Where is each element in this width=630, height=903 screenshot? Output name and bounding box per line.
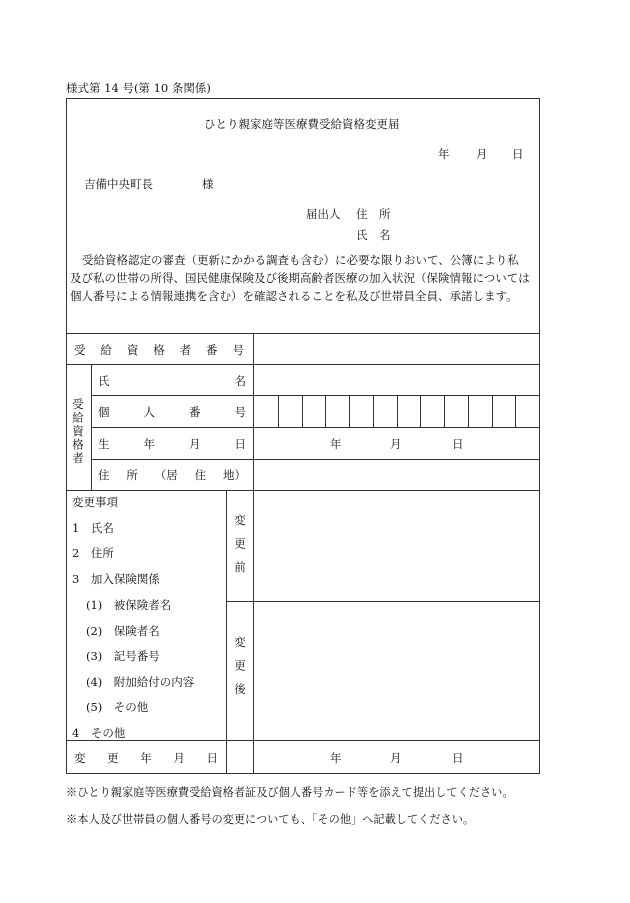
changes-heading: 変更事項 [72,495,118,509]
personal-number-digit-box[interactable] [278,396,302,427]
personal-number-digit-box[interactable] [373,396,397,427]
change-item: (3) 記号番号 [86,649,160,663]
personal-number-label: 個 人 番 号 [98,405,246,419]
birth-year: 年 [330,437,342,451]
cert-number-field[interactable] [254,334,539,364]
note: ※ひとり親家庭等医療費受給資格者証及び個人番号カード等を添えて提出してください。 [66,786,514,799]
frame-right [539,98,540,774]
residence-label: 住 所 （居 住 地） [98,468,246,482]
addressee-honorific: 様 [202,177,214,191]
personal-number-digit-box[interactable] [420,396,444,427]
date-month: 月 [476,147,488,161]
frame-left [66,98,67,774]
change-item: 4 その他 [72,726,126,740]
change-day: 日 [452,751,464,765]
birth-day: 日 [452,437,464,451]
form-title: ひとり親家庭等医療費受給資格変更届 [204,117,400,131]
personal-number-digit-box[interactable] [302,396,326,427]
frame-bottom [66,773,540,774]
personal-number-digit-box[interactable] [254,396,278,427]
birthdate-label: 生 年 月 日 [98,437,246,451]
addressee-name: 吉備中央町長 [84,177,153,191]
birth-month: 月 [390,437,402,451]
change-year: 年 [330,751,342,765]
change-item: (2) 保険者名 [86,624,160,638]
applicant-address-label: 住 所 [356,207,391,221]
change-item: (4) 附加給付の内容 [86,675,195,689]
change-item: 3 加入保険関係 [72,572,160,586]
recipient-group-label: 受給資格者 [71,398,85,466]
consent-text: 受給資格認定の審査（更新にかかる調査も含む）に必要な限りおいて、公簿により私及び私の世帯の所得、国民健康保険及び後期高齢者医療の加入状況（保険情報については個人番号による情報連携を含む）を確認されることを私及び世帯員全員、承諾します。 [70,253,530,303]
change-item: (5) その他 [86,700,149,714]
before-field[interactable] [254,491,539,601]
frame-top [66,98,540,99]
personal-number-digit-box[interactable] [397,396,421,427]
date-year: 年 [438,147,450,161]
personal-number-digit-box[interactable] [444,396,468,427]
date-day: 日 [512,147,524,161]
form-number: 様式第 14 号(第 10 条関係) [66,81,211,95]
personal-number-grid[interactable] [254,396,539,427]
change-date-label: 変 更 年 月 日 [74,751,218,765]
change-item: 2 住所 [72,546,114,560]
change-item: (1) 被保険者名 [86,598,172,612]
residence-field[interactable] [254,460,539,490]
name-label: 氏 名 [98,374,246,388]
personal-number-digit-box[interactable] [492,396,516,427]
after-label: 変更後 [233,636,247,707]
note: ※本人及び世帯員の個人番号の変更についても、「その他」へ記載してください。 [66,813,475,826]
change-month: 月 [390,751,402,765]
personal-number-digit-box[interactable] [515,396,539,427]
applicant-label: 届出人 [306,207,341,221]
change-item: 1 氏名 [72,521,114,535]
personal-number-digit-box[interactable] [349,396,373,427]
before-label: 変更前 [233,514,247,585]
after-field[interactable] [254,602,539,740]
personal-number-digit-box[interactable] [468,396,492,427]
row-divider [66,740,540,741]
changes-divider [226,490,227,774]
name-field[interactable] [254,365,539,395]
personal-number-digit-box[interactable] [325,396,349,427]
applicant-name-label: 氏 名 [356,228,391,242]
row-divider [91,427,540,428]
cert-number-label: 受 給 資 格 者 番 号 [74,343,244,357]
